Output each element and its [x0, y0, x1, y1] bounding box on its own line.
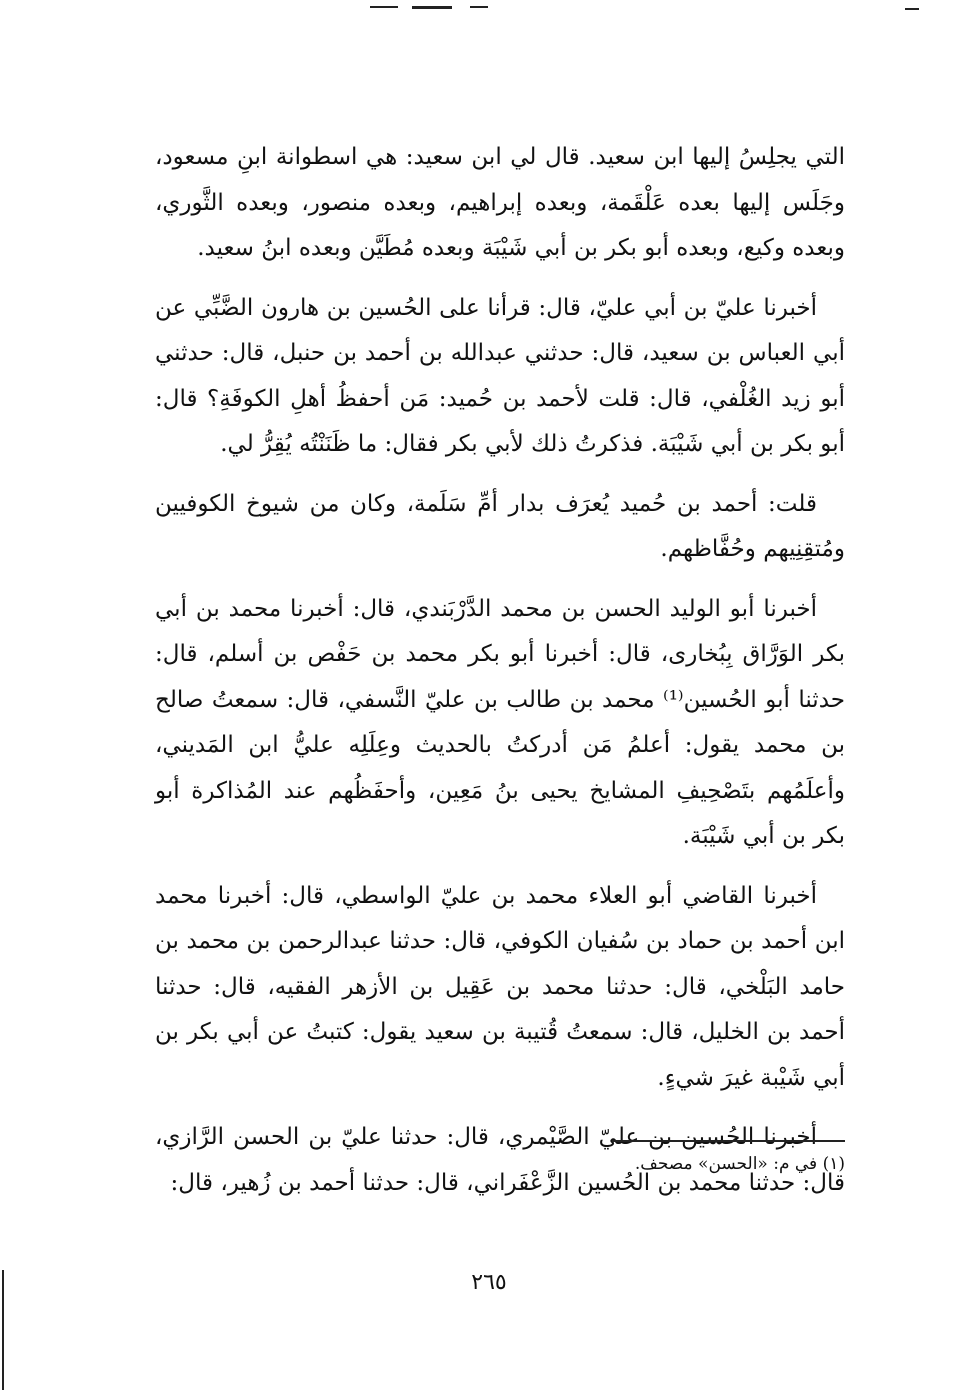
paragraph-2: أخبرنا عليّ بن أبي عليّ، قال: قرأنا على الحُسين بن هارون الضَّبِّي عن أبي العباس بن سعيد، قال: حدثني عبدالله بن أحمد بن حنبل، قال: حدثني أبو زيد الغُلْفي، قال: قلت لأحمد بن حُميد: مَن أحفظُ أهلِ الكوفَةِ؟ قال: أبو بكر بن أبي شَيْبَة. فذكرتُ ذلك لأبي بكر فقال: ما ظَنَنْتُه يُقِرُّ لي.: [155, 294, 845, 457]
paragraph-1: التي يجلِسُ إليها ابن سعيد. قال لي ابن سعيد: هي اسطوانة ابنِ مسعود، وجَلَس إليها بعده عَلْقَمة، وبعده إبراهيم، وبعده منصور، وبعده الثَّوري، وبعده وكيع، وبعده أبو بكر بن أبي شَيْبَة وبعده مُطَيَّن وبعده ابنُ سعيد.: [155, 144, 845, 261]
scan-mark-top-right: [905, 8, 919, 10]
paragraph-5: أخبرنا القاضي أبو العلاء محمد بن عليّ الواسطي، قال: أخبرنا محمد ابن أحمد بن حماد بن سُفيان الكوفي، قال: حدثنا عبدالرحمن بن محمد بن حامد البَلْخي، قال: حدثنا محمد بن عَقِيل بن الأزهر الفقيه، قال: حدثنا أحمد بن الخليل، قال: سمعتُ قُتيبة بن سعيد يقول: كتبتُ عن أبي بكر بن أبي شَيْبة غيرَ شيءٍ.: [155, 882, 845, 1091]
paragraph-3: قلت: أحمد بن حُميد يُعرَف بدار أمِّ سَلَمة، وكان من شيوخ الكوفيين ومُتقِنِيهم وحُفَّاظهم.: [155, 490, 845, 562]
scan-mark-top-1: [370, 6, 398, 8]
footnote-divider: [612, 1140, 845, 1142]
footnote: (١) في م: «الحسن» مصحف.: [634, 1154, 845, 1174]
scan-mark-top-2: [412, 6, 452, 9]
paragraph-6: أخبرنا الحُسين بن عليّ الصَّيْمري، قال: حدثنا عليّ بن الحسن الرَّازي، قال: حدثنا محمد بن الحُسين الزَّعْفَراني، قال: حدثنا أحمد بن زُهير، قال:: [155, 1124, 845, 1196]
paragraph-4: أخبرنا أبو الوليد الحسن بن محمد الدَّرْبَندي، قال: أخبرنا محمد بن أبي بكر الوَرَّاق بِبُخارى، قال: أخبرنا أبو بكر محمد بن حَفْص بن أسلم، قال: حدثنا أبو الحُسين⁽¹⁾ محمد بن طالب بن عليّ النَّسفي، قال: سمعتُ صالح بن محمد يقول: أعلمُ مَن أدركتُ بالحديث وعِلَلِه عليُّ ابن المَديني، وأعلَمُهم بتَصْحِيفِ المشايخ يحيى بنُ مَعِين، وأحفَظُهم عند المُذاكرة أبو بكر بن أبي شَيْبَة.: [155, 595, 846, 849]
main-text: [155, 135, 845, 1220]
page-number: ٢٦٥: [471, 1270, 507, 1295]
scan-mark-top-3: [470, 6, 488, 8]
